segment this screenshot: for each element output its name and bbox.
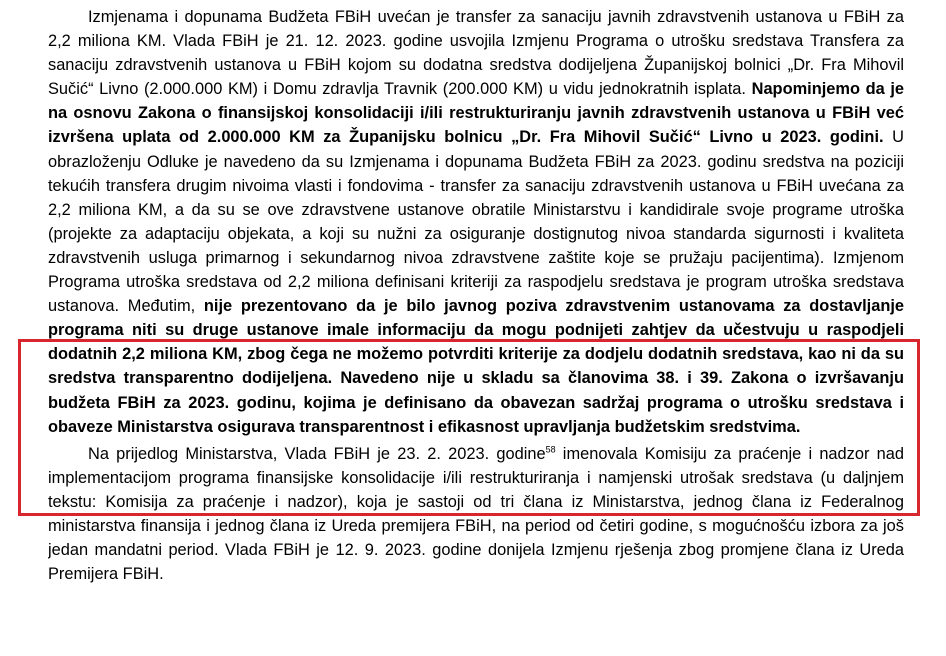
text-run: U obrazloženju Odluke je navedeno da su Izmjenama i dopunama Budžeta FBiH za 2023. godinu sredstva na poziciji tekućih transfera drugim nivoima vlasti i fondovima - transfer za sanaciju zdravstvenih ustanova u FBiH uvećana za 2,2 miliona KM, a da su se ove zdravstvene ustanove obratile Ministarstvu i kandidirale svoje programe utroška (projekte za adaptaciju objekata, a koji su nužni za osiguranje dostignutog nivoa standarda sigurnosti i kvaliteta zdravstvenih usluga primarnog i sekundarnog nivoa zdravstvene zaštite koje se pružaju pacijentima). Izmjenom Programa utroška sredstava od 2,2 miliona definisani kriteriji za raspodjelu sredstava je program utroška sredstava ustanova. Međutim,: [48, 128, 904, 316]
text-run: Na prijedlog Ministarstva, Vlada FBiH je 23. 2. 2023. godine: [88, 444, 546, 463]
paragraph-transfer-sanacija: [48, 0, 904, 439]
text-run: Izmjenama i dopunama Budžeta FBiH uvećan je transfer za sanaciju javnih zdravstvenih ustanova u FBiH za 2,2 miliona KM. Vlada FBiH je 21. 12. 2023. godine usvojila Izmjenu Programa o utrošku sredstava Transfera za sanaciju zdravstvenih ustanova u FBiH kojom su dodatna sredstva dodijeljena Županijskoj bolnici „Dr. Fra Mihovil Sučić“ Livno (2.000.000 KM) i Domu zdravlja Travnik (200.000 KM) u vidu jednokratnih isplata.: [48, 8, 904, 99]
text-run: imenovala Komisiju za praćenje i nadzor nad implementacijom programa finansijske konsolidacije i/ili restrukturiranja i namjenski utrošak sredstava (u daljnjem tekstu: Komisija za praćenje i nadzor), koja je sastoji od tri člana iz Ministarstva, jednog člana iz Federalnog ministarstva finansija i jednog člana iz Ureda premijera FBiH, na period od četiri godine, s mogućnošću izbora za još jedan mandatni period. Vlada FBiH je 12. 9. 2023. godine donijela Izmjenu rješenja zbog promjene člana iz Ureda Premijera FBiH.: [48, 444, 904, 584]
paragraph-komisija: [48, 439, 904, 587]
document-page: [48, 0, 904, 656]
footnote-marker: 58: [545, 444, 556, 455]
bold-text-run-highlighted: nije prezentovano da je bilo javnog poziva zdravstvenim ustanovama za dostavljanje programa niti su druge ustanove imale informaciju da mogu podnijeti zahtjev da učestvuju u raspodjeli dodatnih 2,2 miliona KM, zbog čega ne možemo potvrditi kriterije za dodjelu dodatnih sredstava, kao ni da su sredstva transparentno dodijeljena. Navedeno nije u skladu sa članovima 38. i 39. Zakona o izvršavanju budžeta FBiH za 2023. godinu, kojima je definisano da obavezan sadržaj programa o utrošku sredstava i obaveze Ministarstva osigurava transparentnost i efikasnost upravljanja budžetskim sredstvima.: [48, 297, 904, 436]
bold-text-run: Napominjemo da je na osnovu Zakona o finansijskoj konsolidaciji i/ili restrukturiranju javnih zdravstvenih ustanova u FBiH već izvršena uplata od 2.000.000 KM za Županijsku bolnicu „Dr. Fra Mihovil Sučić“ Livno u 2023. godini.: [48, 80, 904, 147]
